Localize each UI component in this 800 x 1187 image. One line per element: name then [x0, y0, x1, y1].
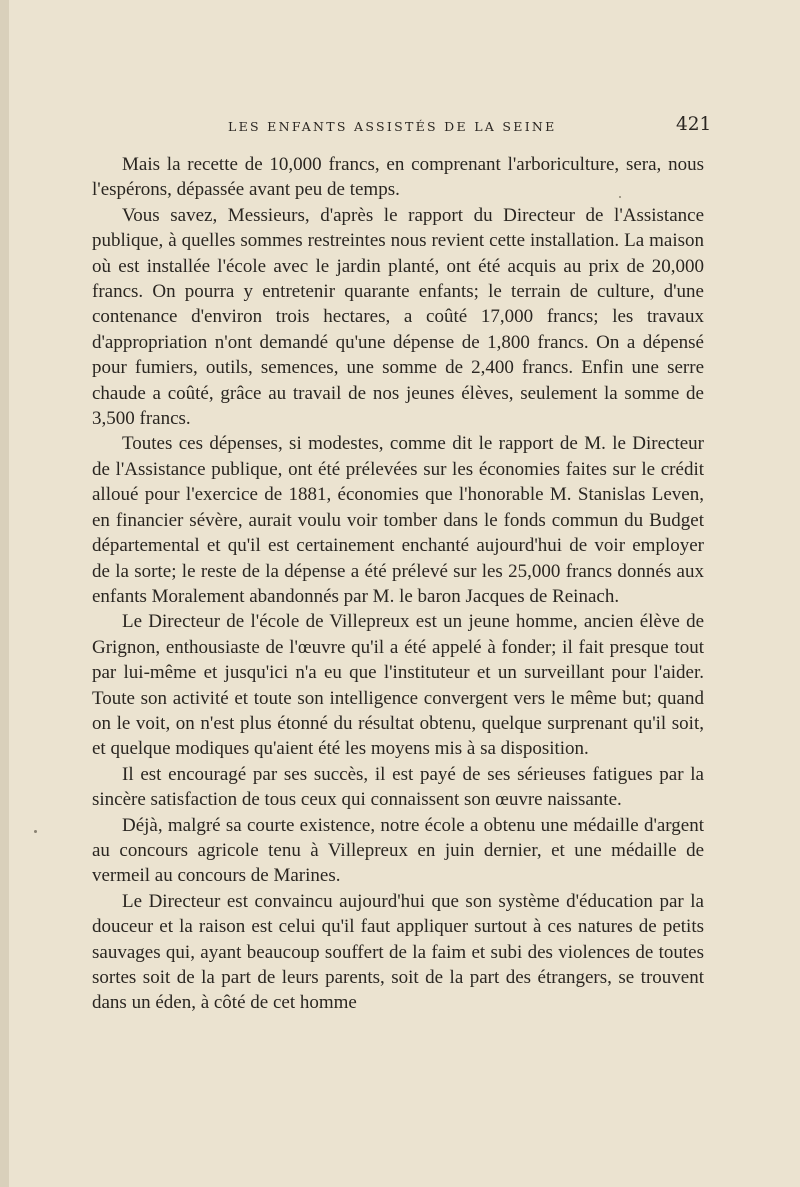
- paragraph: Vous savez, Messieurs, d'après le rapport du Directeur de l'Assistance publique, à quelles sommes restreintes nous revient cette installation. La maison où est installée l'école avec le jardin planté, ont été acquis au prix de 20,000 francs. On pourra y entretenir quarante enfants; le terrain de culture, d'une contenance d'environ trois hectares, a coûté 17,000 francs; les travaux d'appropriation n'ont demandé qu'une dépense de 1,800 francs. On a dépensé pour fumiers, outils, semences, une somme de 2,400 francs. Enfin une serre chaude a coûté, grâce au travail de nos jeunes élèves, seulement la somme de 3,500 francs.: [92, 204, 704, 430]
- paragraph: Le Directeur est convaincu aujourd'hui que son système d'éducation par la douceur et la raison est celui qu'il faut appliquer surtout à ces natures de petits sauvages qui, ayant beaucoup souffert de la faim et subi des violences de toutes sortes soit de la part de leurs parents, soit de la part des étrangers, se trouvent dans un éden, à côté de cet homme: [92, 890, 704, 1014]
- page-header: [0, 112, 800, 136]
- running-head: LES ENFANTS ASSISTÉS DE LA SEINE: [228, 119, 557, 134]
- paragraph: Il est encouragé par ses succès, il est payé de ses sérieuses fatigues par la sincère satisfaction de tous ceux qui connaissent son œuvre naissante.: [92, 763, 704, 811]
- body-text: [92, 152, 704, 1016]
- paper-speck: [34, 830, 37, 833]
- paragraph: Mais la recette de 10,000 francs, en comprenant l'arboriculture, sera, nous l'espérons, dépassée avant peu de temps.: [92, 154, 704, 201]
- paragraph: Déjà, malgré sa courte existence, notre école a obtenu une médaille d'argent au concours agricole tenu à Villepreux en juin dernier, et une médaille de vermeil au concours de Marines.: [92, 814, 704, 887]
- paragraph: Le Directeur de l'école de Villepreux est un jeune homme, ancien élève de Grignon, enthousiaste de l'œuvre qu'il a été appelé à fonder; il fait presque tout par lui-même et jusqu'ici n'a eu que l'instituteur et un surveillant pour l'aider. Toute son activité et toute son intelligence convergent vers le même but; quand on le voit, on n'est plus étonné du résultat obtenu, quelque surprenant qu'il soit, et quelque modiques qu'aient été les moyens mis à sa disposition.: [92, 611, 704, 760]
- page-number: 421: [676, 114, 712, 135]
- paper-speck: [619, 196, 621, 198]
- page-edge-shadow: [0, 0, 9, 1187]
- paragraph: Toutes ces dépenses, si modestes, comme dit le rapport de M. le Directeur de l'Assistance publique, ont été prélevées sur les économies faites sur le crédit alloué pour l'exercice de 1881, économies que l'honorable M. Stanislas Leven, en financier sévère, aurait voulu voir tomber dans le fonds commun du Budget départemental et qu'il est certainement enchanté aujourd'hui de voir employer de la sorte; le reste de la dépense a été prélevé sur les 25,000 francs donnés aux enfants Moralement abandonnés par M. le baron Jacques de Reinach.: [92, 433, 704, 607]
